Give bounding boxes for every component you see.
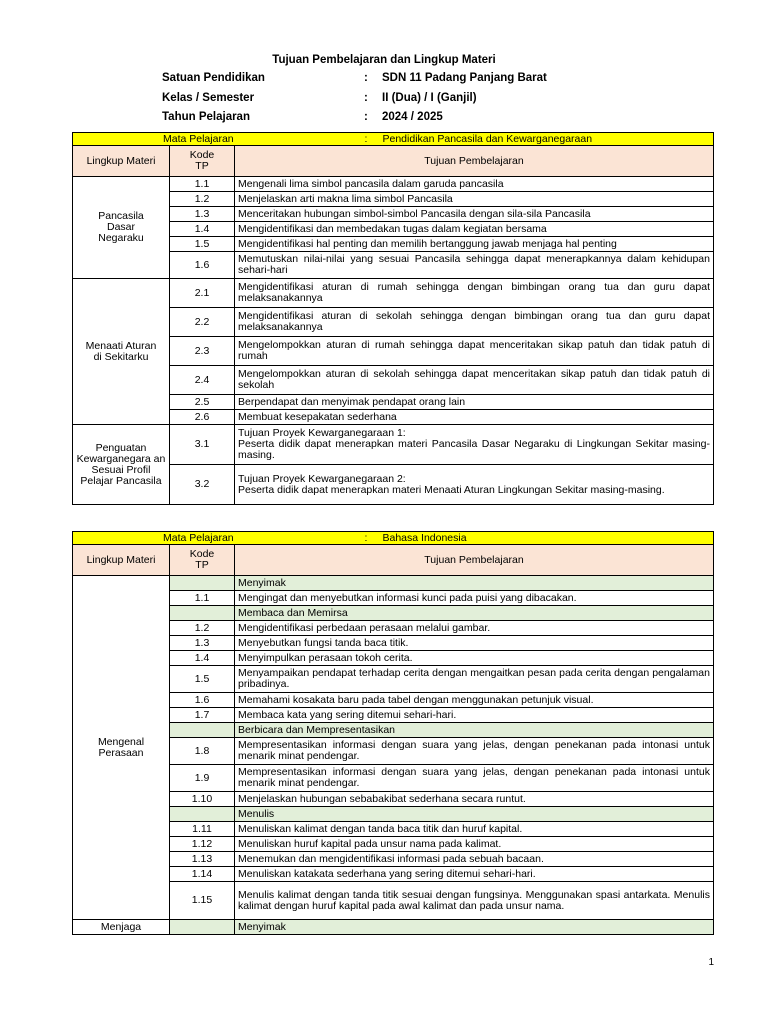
table-row	[73, 395, 714, 410]
table-row	[73, 337, 714, 366]
tp-text: Menulis kalimat dengan tanda titik sesuai dengan fungsinya. Menggunakan spasi antarkata. Menulis kalimat dengan huruf kapital pada awal kalimat dan pada unsur nama.	[235, 882, 714, 920]
section-code-empty	[170, 920, 235, 935]
tp-code: 1.5	[170, 666, 235, 693]
tp-text: Mengenali lima simbol pancasila dalam garuda pancasila	[235, 177, 714, 192]
tp-code: 1.8	[170, 738, 235, 765]
table-row	[73, 867, 714, 882]
tp-text: Mengelompokkan aturan di rumah sehingga dapat menceritakan sikap patuh dan tidak patuh di rumah	[235, 337, 714, 366]
group-cell: Menaati Aturan di Sekitarku	[73, 279, 170, 425]
meta-label: Tahun Pelajaran	[162, 111, 250, 123]
table-row	[73, 852, 714, 867]
tp-text: Menuliskan kalimat dengan tanda baca titik dan huruf kapital.	[235, 822, 714, 837]
tp-code: 1.7	[170, 708, 235, 723]
tp-text: Berpendapat dan menyimak pendapat orang lain	[235, 395, 714, 410]
meta-separator: :	[364, 92, 368, 104]
table-row	[73, 822, 714, 837]
section-code-empty	[170, 807, 235, 822]
tp-code: 1.3	[170, 207, 235, 222]
tp-text: Memutuskan nilai-nilai yang sesuai Pancasila sehingga dapat menerapkannya dalam kehidupan sehari-hari	[235, 252, 714, 279]
tp-code: 2.1	[170, 279, 235, 308]
tp-text: Mempresentasikan informasi dengan suara yang jelas, dengan penekanan pada intonasi untuk menarik minat pendengar.	[235, 765, 714, 792]
subject-label: Mata Pelajaran	[163, 132, 234, 145]
tp-text: Menuliskan huruf kapital pada unsur nama pada kalimat.	[235, 837, 714, 852]
table-row	[73, 636, 714, 651]
tp-text: Menyimpulkan perasaan tokoh cerita.	[235, 651, 714, 666]
section-title: Membaca dan Memirsa	[235, 606, 714, 621]
tp-code: 3.1	[170, 425, 235, 465]
tp-code: 1.5	[170, 237, 235, 252]
tp-text: Menjelaskan arti makna lima simbol Pancasila	[235, 192, 714, 207]
tp-text: Mengingat dan menyebutkan informasi kunci pada puisi yang dibacakan.	[235, 591, 714, 606]
table-row	[73, 279, 714, 308]
meta-value: SDN 11 Padang Panjang Barat	[382, 72, 547, 84]
table-row	[73, 308, 714, 337]
group-cell: Penguatan Kewarganegara an Sesuai Profil Pelajar Pancasila	[73, 425, 170, 505]
tp-code: 1.11	[170, 822, 235, 837]
subject-cell	[73, 532, 714, 545]
tp-code: 2.2	[170, 308, 235, 337]
table-row	[73, 591, 714, 606]
meta-value: II (Dua) / I (Ganjil)	[382, 92, 477, 104]
table-row	[73, 621, 714, 636]
tp-code: 1.10	[170, 792, 235, 807]
header-row	[73, 545, 714, 576]
tp-code: 3.2	[170, 465, 235, 505]
meta-separator: :	[364, 72, 368, 84]
tp-text: Membaca kata yang sering ditemui sehari-hari.	[235, 708, 714, 723]
tp-text-block	[235, 465, 714, 505]
subject-row	[73, 133, 714, 146]
table-row	[73, 792, 714, 807]
tp-code: 1.2	[170, 192, 235, 207]
tp-code: 2.3	[170, 337, 235, 366]
document-title: Tujuan Pembelajaran dan Lingkup Materi	[272, 54, 496, 66]
table-row	[73, 177, 714, 192]
section-code-empty	[170, 606, 235, 621]
subject-label: Mata Pelajaran	[163, 531, 234, 544]
tp-text: Menyebutkan fungsi tanda baca titik.	[235, 636, 714, 651]
tp-code: 1.6	[170, 252, 235, 279]
tp-code: 1.3	[170, 636, 235, 651]
subject-separator: :	[364, 531, 368, 544]
tp-code: 1.9	[170, 765, 235, 792]
meta-label: Kelas / Semester	[162, 92, 255, 104]
section-row	[73, 576, 714, 591]
meta-value: 2024 / 2025	[382, 111, 443, 123]
tp-code: 1.4	[170, 222, 235, 237]
section-code-empty	[170, 723, 235, 738]
tp-code: 1.6	[170, 693, 235, 708]
table-row	[73, 207, 714, 222]
header-tujuan: Tujuan Pembelajaran	[235, 545, 714, 576]
tp-table-pkn	[72, 132, 714, 505]
table-row	[73, 252, 714, 279]
tp-text: Menuliskan katakata sederhana yang sering ditemui sehari-hari.	[235, 867, 714, 882]
table-row	[73, 765, 714, 792]
group-cell: Menjaga	[73, 920, 170, 935]
table-row	[73, 410, 714, 425]
table-row	[73, 666, 714, 693]
tp-text: Memahami kosakata baru pada tabel dengan menggunakan petunjuk visual.	[235, 693, 714, 708]
table-row	[73, 425, 714, 465]
section-title: Menyimak	[235, 920, 714, 935]
table-row	[73, 651, 714, 666]
tp-text-block	[235, 425, 714, 465]
section-row	[73, 606, 714, 621]
meta-label: Satuan Pendidikan	[162, 72, 265, 84]
section-row	[73, 920, 714, 935]
table-row	[73, 192, 714, 207]
tp-text: Menemukan dan mengidentifikasi informasi pada sebuah bacaan.	[235, 852, 714, 867]
table-row	[73, 693, 714, 708]
tp-code: 2.4	[170, 366, 235, 395]
page-number: 1	[708, 957, 714, 968]
tp-text: Mengidentifikasi aturan di rumah sehingga dengan bimbingan orang tua dan guru dapat melaksanakannya	[235, 279, 714, 308]
tp-code: 1.2	[170, 621, 235, 636]
subject-value: Pendidikan Pancasila dan Kewarganegaraan	[382, 132, 593, 145]
table-row	[73, 837, 714, 852]
header-lingkup: Lingkup Materi	[73, 545, 170, 576]
section-row	[73, 723, 714, 738]
group-cell: Pancasila Dasar Negaraku	[73, 177, 170, 279]
tp-text: Mempresentasikan informasi dengan suara yang jelas, dengan penekanan pada intonasi untuk menarik minat pendengar.	[235, 738, 714, 765]
project-title: Tujuan Proyek Kewarganegaraan 2:	[238, 472, 406, 485]
table-row	[73, 882, 714, 920]
tp-text: Menyampaikan pendapat terhadap cerita dengan mengaitkan pesan pada cerita dengan pengalaman pribadinya.	[235, 666, 714, 693]
subject-row	[73, 532, 714, 545]
header-kode: Kode TP	[170, 146, 235, 177]
section-title: Berbicara dan Mempresentasikan	[235, 723, 714, 738]
header-kode: Kode TP	[170, 545, 235, 576]
section-code-empty	[170, 576, 235, 591]
meta-separator: :	[364, 111, 368, 123]
tp-code: 1.13	[170, 852, 235, 867]
table-row	[73, 465, 714, 505]
section-title: Menyimak	[235, 576, 714, 591]
table-row	[73, 738, 714, 765]
tp-code: 1.15	[170, 882, 235, 920]
tp-text: Mengidentifikasi perbedaan perasaan melalui gambar.	[235, 621, 714, 636]
tp-text: Menceritakan hubungan simbol-simbol Pancasila dengan sila-sila Pancasila	[235, 207, 714, 222]
table-row	[73, 237, 714, 252]
tp-code: 2.5	[170, 395, 235, 410]
tp-text: Peserta didik dapat menerapkan materi Menaati Aturan Lingkungan Sekitar masing-masing.	[238, 483, 665, 496]
tp-code: 1.12	[170, 837, 235, 852]
table-row	[73, 366, 714, 395]
subject-separator: :	[364, 132, 368, 145]
project-title: Tujuan Proyek Kewarganegaraan 1:	[238, 427, 406, 439]
header-row	[73, 146, 714, 177]
section-title: Menulis	[235, 807, 714, 822]
tp-table-bindo	[72, 531, 714, 935]
tp-text: Mengidentifikasi aturan di sekolah sehingga dengan bimbingan orang tua dan guru dapat melaksanakannya	[235, 308, 714, 337]
tp-code: 1.1	[170, 591, 235, 606]
section-row	[73, 807, 714, 822]
header-tujuan: Tujuan Pembelajaran	[235, 146, 714, 177]
table-row	[73, 708, 714, 723]
tp-text: Menjelaskan hubungan sebabakibat sederhana secara runtut.	[235, 792, 714, 807]
tp-text: Peserta didik dapat menerapkan materi Pancasila Dasar Negaraku di Lingkungan Sekitar masing-masing.	[238, 438, 710, 461]
tp-text: Mengidentifikasi hal penting dan memilih bertanggung jawab menjaga hal penting	[235, 237, 714, 252]
tp-text: Mengelompokkan aturan di sekolah sehingga dapat menceritakan sikap patuh dan tidak patuh di sekolah	[235, 366, 714, 395]
tp-text: Membuat kesepakatan sederhana	[235, 410, 714, 425]
tp-code: 1.14	[170, 867, 235, 882]
subject-cell	[73, 133, 714, 146]
group-cell: Mengenal Perasaan	[73, 576, 170, 920]
tp-text: Mengidentifikasi dan membedakan tugas dalam kegiatan bersama	[235, 222, 714, 237]
tp-code: 1.1	[170, 177, 235, 192]
header-lingkup: Lingkup Materi	[73, 146, 170, 177]
table-row	[73, 222, 714, 237]
subject-value: Bahasa Indonesia	[382, 531, 467, 544]
tp-code: 1.4	[170, 651, 235, 666]
tp-code: 2.6	[170, 410, 235, 425]
